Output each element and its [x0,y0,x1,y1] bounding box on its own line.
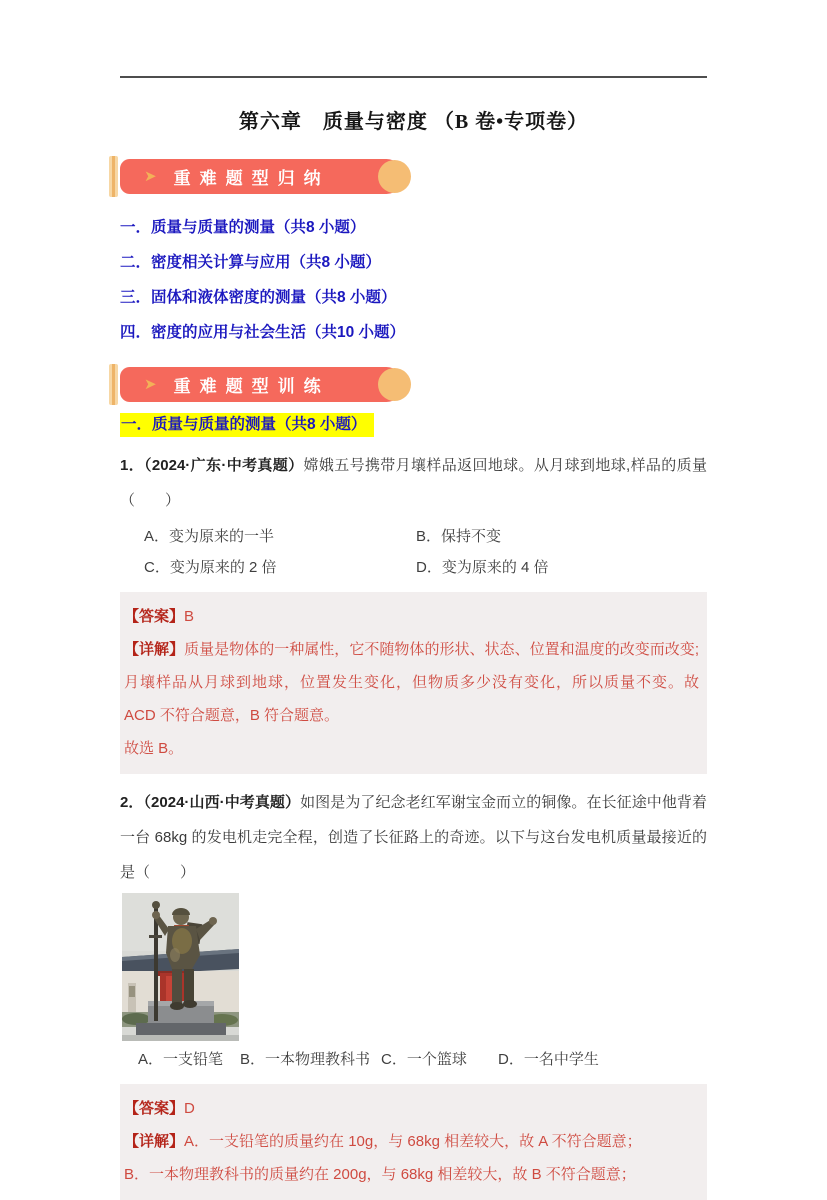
page-title: 第六章 质量与密度 （B 卷•专项卷） [238,111,589,133]
question-1-option-c: C．变为原来的 2 倍 [144,559,277,576]
explanation-line [124,1125,699,1158]
section-heading-highlight: 一．质量与质量的测量（共8 小题） [120,413,374,437]
banner-left-bar [109,364,118,405]
explanation-line [124,633,699,732]
question-2-option-a: A．一支铅笔 [138,1051,224,1068]
banner-summary-label: 重难题型归纳 [173,169,330,188]
question-1-option-b: B．保持不变 [416,528,502,545]
outline-item-1: 一．质量与质量的测量（共8 小题） [120,219,366,236]
outline-item-4: 四．密度的应用与社会生活（共10 小题） [120,324,406,341]
answer-line [124,1092,699,1125]
content-column [120,0,707,1200]
explanation-label: 【详解】 [124,641,185,658]
section-heading [120,413,707,437]
banner-left-bar [109,156,118,197]
explanation-text: 质量是物体的一种属性，它不随物体的形状、状态、位置和温度的改变而改变;月壤样品从月球到地球，位置发生变化，但物质多少没有变化，所以质量不变。故 ACD 不符合题意，B 符合题意。 [124,641,699,724]
question-1-options [120,521,707,583]
question-2-source-tag: 2．（2024·山西·中考真题） [120,794,301,811]
question-1-text: 嫦娥五号携带月壤样品返回地球。从月球到地球,样品的质量（ ） [120,457,708,509]
question-2-option-b: B．一本物理教科书 [240,1051,371,1068]
banner-summary-pill [120,159,404,194]
banner-training-label: 重难题型训练 [173,377,330,396]
question-2-option-d: D．一名中学生 [498,1051,599,1068]
outline-item-3: 三．固体和液体密度的测量（共8 小题） [120,289,397,306]
question-2-text: 如图是为了纪念老红军谢宝金而立的铜像。在长征途中他背着一台 68kg 的发电机走完全程，创造了长征路上的奇迹。以下与这台发电机质量最接近的是（ ） [120,794,707,881]
banner-training-pill [120,367,404,402]
arrow-right-icon: ➤ [144,168,157,185]
answer-value: D [184,1100,195,1117]
outline-item-2: 二．密度相关计算与应用（共8 小题） [120,254,381,271]
question-2-stem [120,785,707,890]
outline-list [120,218,707,342]
answer-label: 【答案】 [124,608,185,625]
conclusion-line: 故选 B。 [124,740,184,757]
answer-value: B [184,608,195,625]
question-1-answer-block [120,592,707,774]
explanation-text-b: B．一本物理教科书的质量约在 200g，与 68kg 相差较大，故 B 不符合题意； [124,1166,636,1183]
explanation-text-a: A．一支铅笔的质量约在 10g，与 68kg 相差较大，故 A 不符合题意； [184,1133,642,1150]
arrow-right-icon: ➤ [144,376,157,393]
answer-label: 【答案】 [124,1100,185,1117]
question-1-option-d: D．变为原来的 4 倍 [416,559,549,576]
statue-photo [122,893,239,1041]
question-2-option-c: C．一个篮球 [381,1051,467,1068]
question-2-answer-block [120,1084,707,1200]
answer-line [124,600,699,633]
question-1-source-tag: 1．（2024·广东·中考真题） [120,457,304,474]
question-1-option-a: A．变为原来的一半 [144,528,275,545]
header-divider [120,76,707,78]
explanation-label: 【详解】 [124,1133,185,1150]
question-1-stem [120,448,707,518]
banner-summary [120,159,707,194]
question-2-options [120,1045,707,1075]
banner-training [120,367,707,402]
